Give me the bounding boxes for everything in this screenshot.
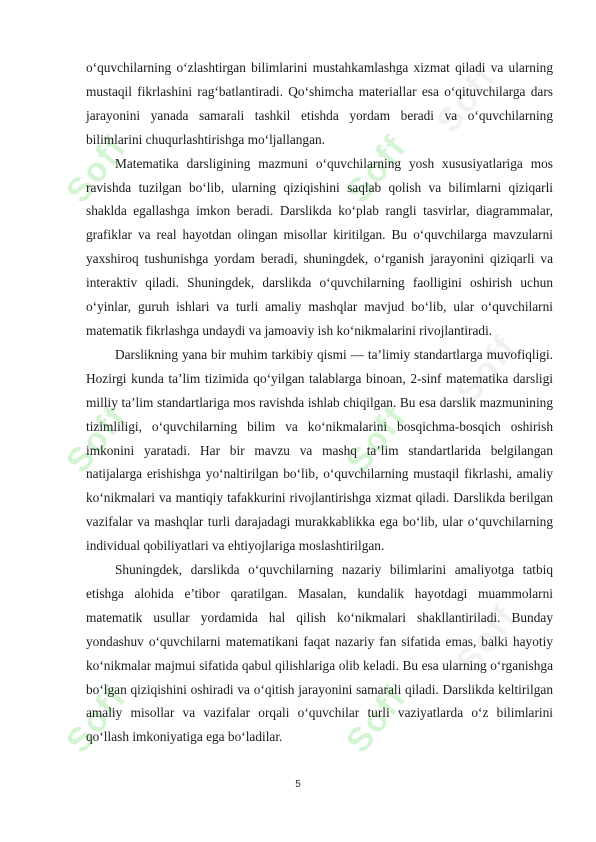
watermark-text: Soff [58,128,135,211]
watermark-text: Soff [338,398,415,481]
paragraph: Shuningdek, darslikda o‘quvchilarning nazariy bilimlarini amaliyotga tatbiq etishga alohida e’tibor qaratilgan. Masalan, kundalik hayotdagi muammolarni matematik usullar yordamida hal qilish ko‘nikmalari shakllantiriladi. Bunday yondashuv o‘quvchilarni matematikani faqat nazariy fan sifatida emas, balki hayotiy ko‘nikmalar majmui sifatida qabul qilishlariga olib keladi. Bu esa ularning o‘rganishga bo‘lgan qiziqishini oshiradi va o‘qitish jarayonini samarali qiladi. Darslikda keltirilgan amaliy misollar va vazifalar orqali o‘quvchilar turli vaziyatlarda o‘z bilimlarini qo‘llash imkoniyatiga ega bo‘ladilar. [86,562,553,745]
watermark-text: Soff [428,58,505,141]
document-body [86,56,553,749]
paragraph: o‘quvchilarning o‘zlashtirgan bilimlarini mustahkamlashga xizmat qiladi va ularning mustaqil fikrlashini rag‘batlantiradi. Qo‘shimcha materiallar esa o‘qituvchilarga dars jarayonini yanada samarali tashkil etishda yordam beradi va o‘quvchilarning bilimlarini chuqurlashtirishga mo‘ljallangan. [86,60,553,147]
watermark-text: Soff [58,678,135,761]
watermark-text: Soff [448,598,525,681]
page-number: 5 [295,779,301,790]
paragraph: Matematika darsligining mazmuni o‘quvchilarning yosh xususiyatlariga mos ravishda tuzilgan bo‘lib, ularning qiziqishini saqlab qolish va bilimlarni qiziqarli shaklda egallashga imkon beradi. Darslikda ko‘plab rangli tasvirlar, diagrammalar, grafiklar va real hayotdan olingan misollar kiritilgan. Bu o‘quvchilarga mavzularni yaxshiroq tushunishga yordam beradi, shuningdek, o‘rganish jarayonini qiziqarli va interaktiv qiladi. Shuningdek, darslikda o‘quvchilarning faolligini oshirish uchun o‘yinlar, guruh ishlari va turli amaliy mashqlar mavjud bo‘lib, ular o‘quvchilarni matematik fikrlashga undaydi va jamoaviy ish ko‘nikmalarini rivojlantiradi. [86,155,553,338]
watermark-text: Soff [338,678,415,761]
watermark-text: Soff [58,398,135,481]
paragraph: Darslikning yana bir muhim tarkibiy qismi — ta’limiy standartlarga muvofiqligi. Hozirgi kunda ta’lim tizimida qo‘yilgan talablarga binoan, 2-sinf matematika darsligi milliy ta’lim standartlariga mos ravishda ishlab chiqilgan. Bu esa darslik mazmunining tizimliligi, o‘quvchilarning bilim va ko‘nikmalarini bosqichma-bosqich oshirish imkonini yaratadi. Har bir mavzu va mashq ta’lim standartlarida belgilangan natijalarga erishishga yo‘naltirilgan bo‘lib, o‘quvchilarning mustaqil fikrlashi, amaliy ko‘nikmalari va mantiqiy tafakkurini rivojlantirishga xizmat qiladi. Darslikda berilgan vazifalar va mashqlar turli darajadagi murakkablikka ega bo‘lib, ular o‘quvchilarning individual qobiliyatlari va ehtiyojlariga moslashtirilgan. [86,346,553,554]
watermark-text: Soff [338,128,415,211]
watermark-text: Soff [448,328,525,411]
